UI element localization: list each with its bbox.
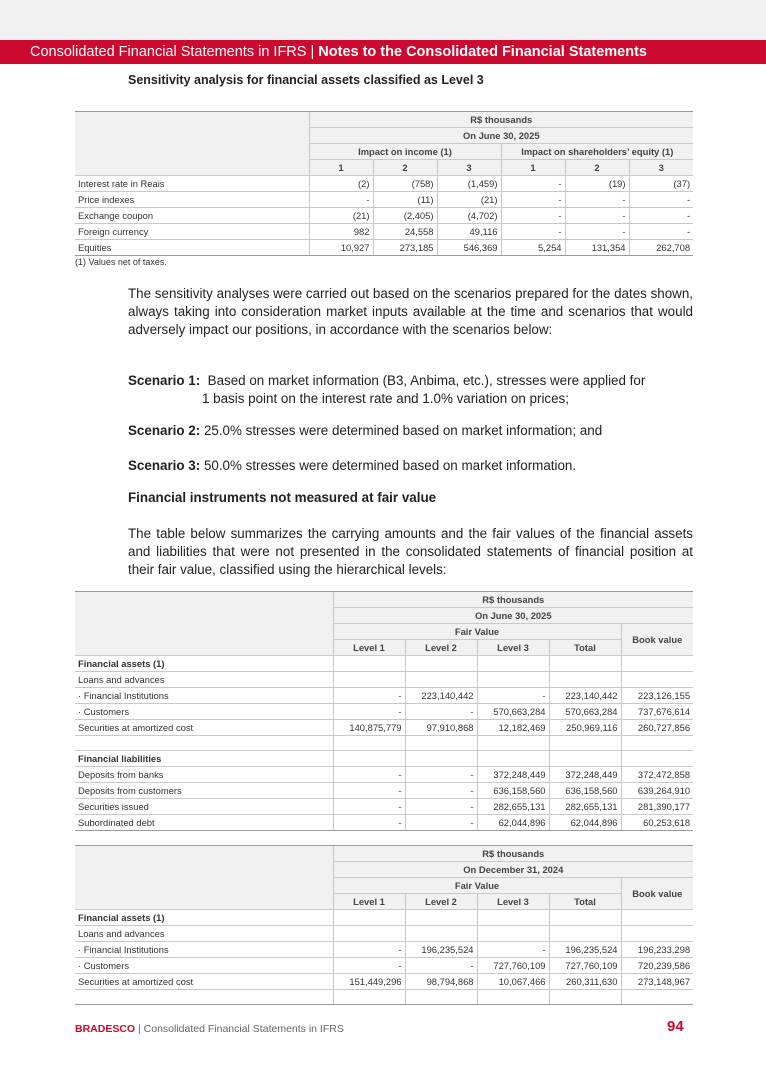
- cell: -: [309, 192, 373, 208]
- table-row: [75, 783, 693, 799]
- cell: 720,239,586: [621, 958, 693, 974]
- column-header: Level 2: [405, 640, 477, 656]
- fair-value-table-2024: [75, 845, 693, 1005]
- header-left: Consolidated Financial Statements in IFRS: [30, 44, 307, 60]
- cell: 62,044,896: [477, 815, 549, 831]
- cell: 273,148,967: [621, 974, 693, 990]
- row-label: Interest rate in Reais: [75, 176, 309, 192]
- footer: [75, 1023, 344, 1035]
- cell: -: [333, 815, 405, 831]
- paragraph-fair-value: The table below summarizes the carrying amounts and the fair values of the financial assets and liabilities that were not presented in the consolidated statements of financial position at their fair value, classified using the hierarchical levels:: [128, 526, 693, 577]
- cell: 546,369: [437, 240, 501, 256]
- cell: 982: [309, 224, 373, 240]
- row-label: Deposits from customers: [75, 783, 333, 799]
- equity-group-header: Impact on shareholders’ equity (1): [501, 144, 693, 160]
- book-value-header: Book value: [621, 878, 693, 910]
- row-label: · Financial Institutions: [75, 688, 333, 704]
- cell: -: [333, 958, 405, 974]
- cell: 372,248,449: [477, 767, 549, 783]
- cell: 570,663,284: [477, 704, 549, 720]
- cell: -: [501, 176, 565, 192]
- unit-label: R$ thousands: [309, 112, 693, 128]
- cell: 223,126,155: [621, 688, 693, 704]
- cell: 24,558: [373, 224, 437, 240]
- cell: 372,472,858: [621, 767, 693, 783]
- footer-text: Consolidated Financial Statements in IFRS: [143, 1023, 344, 1035]
- unit-label: R$ thousands: [333, 592, 693, 608]
- table-row: [75, 815, 693, 831]
- cell: 223,140,442: [549, 688, 621, 704]
- cell: 10,067,466: [477, 974, 549, 990]
- scenario-label: Scenario 3:: [128, 458, 201, 473]
- table-row: [75, 958, 693, 974]
- cell: -: [501, 208, 565, 224]
- cell: -: [501, 224, 565, 240]
- table-row: [75, 192, 693, 208]
- page-number: 94: [667, 1018, 684, 1035]
- row-label: Securities at amortized cost: [75, 720, 333, 736]
- column-header: Level 2: [405, 894, 477, 910]
- cell: (4,702): [437, 208, 501, 224]
- footer-separator: |: [135, 1023, 144, 1035]
- cell: -: [565, 224, 629, 240]
- row-label: · Customers: [75, 958, 333, 974]
- date-header: On June 30, 2025: [333, 608, 693, 624]
- table-row: [75, 688, 693, 704]
- row-label: · Customers: [75, 704, 333, 720]
- cell: -: [405, 815, 477, 831]
- subheading: Financial instruments not measured at fair value: [128, 490, 437, 505]
- cell: 281,390,177: [621, 799, 693, 815]
- cell: -: [333, 688, 405, 704]
- row-label: Price indexes: [75, 192, 309, 208]
- cell: 196,235,524: [549, 942, 621, 958]
- table-row: [75, 176, 693, 192]
- cell: -: [405, 958, 477, 974]
- header-right: Notes to the Consolidated Financial Statements: [318, 44, 647, 60]
- cell: (1,459): [437, 176, 501, 192]
- cell: -: [333, 767, 405, 783]
- cell: (37): [629, 176, 693, 192]
- cell: 273,185: [373, 240, 437, 256]
- cell: (21): [437, 192, 501, 208]
- scenario-1: [128, 372, 698, 408]
- cell: 140,875,779: [333, 720, 405, 736]
- cell: -: [333, 799, 405, 815]
- cell: -: [405, 799, 477, 815]
- scenario-text: 50.0% stresses were determined based on market information.: [203, 458, 577, 473]
- column-header: Level 3: [477, 640, 549, 656]
- scenario-header: 2: [373, 160, 437, 176]
- cell: -: [477, 688, 549, 704]
- fair-value-table-2025: [75, 591, 693, 831]
- table-row: [75, 224, 693, 240]
- table-row: [75, 767, 693, 783]
- cell: -: [501, 192, 565, 208]
- cell: -: [477, 942, 549, 958]
- row-label: Exchange coupon: [75, 208, 309, 224]
- loans-label: Loans and advances: [75, 926, 333, 942]
- cell: 62,044,896: [549, 815, 621, 831]
- column-header: Total: [549, 894, 621, 910]
- top-margin: [0, 0, 766, 40]
- cell: 250,969,116: [549, 720, 621, 736]
- loans-label: Loans and advances: [75, 672, 333, 688]
- cell: -: [333, 783, 405, 799]
- row-label: Foreign currency: [75, 224, 309, 240]
- cell: -: [405, 704, 477, 720]
- scenario-3: [128, 457, 698, 475]
- cell: 727,760,109: [477, 958, 549, 974]
- row-label: · Financial Institutions: [75, 942, 333, 958]
- fair-value-header: Fair Value: [333, 624, 621, 640]
- cell: 570,663,284: [549, 704, 621, 720]
- liabilities-heading: Financial liabilities: [75, 751, 333, 767]
- cell: 727,760,109: [549, 958, 621, 974]
- table-row: [75, 720, 693, 736]
- cell: 98,794,868: [405, 974, 477, 990]
- row-label: Securities at amortized cost: [75, 974, 333, 990]
- cell: 196,233,298: [621, 942, 693, 958]
- cell: 196,235,524: [405, 942, 477, 958]
- column-header: Level 1: [333, 640, 405, 656]
- cell: 60,253,618: [621, 815, 693, 831]
- cell: (19): [565, 176, 629, 192]
- cell: 636,158,560: [549, 783, 621, 799]
- cell: 151,449,296: [333, 974, 405, 990]
- cell: 5,254: [501, 240, 565, 256]
- cell: -: [405, 767, 477, 783]
- cell: -: [629, 224, 693, 240]
- cell: (758): [373, 176, 437, 192]
- table-row: [75, 208, 693, 224]
- cell: 10,927: [309, 240, 373, 256]
- row-label: Securities issued: [75, 799, 333, 815]
- assets-heading: Financial assets (1): [75, 656, 333, 672]
- date-header: On June 30, 2025: [309, 128, 693, 144]
- scenario-header: 3: [437, 160, 501, 176]
- scenario-header: 1: [501, 160, 565, 176]
- column-header: Level 1: [333, 894, 405, 910]
- scenario-label: Scenario 2:: [128, 423, 201, 438]
- fair-value-header: Fair Value: [333, 878, 621, 894]
- cell: 282,655,131: [549, 799, 621, 815]
- cell: -: [565, 192, 629, 208]
- cell: 49,116: [437, 224, 501, 240]
- cell: 372,248,449: [549, 767, 621, 783]
- cell: -: [629, 192, 693, 208]
- cell: -: [405, 783, 477, 799]
- cell: -: [333, 704, 405, 720]
- table-row: [75, 942, 693, 958]
- cell: 97,910,868: [405, 720, 477, 736]
- paragraph-sensitivity: The sensitivity analyses were carried out based on the scenarios prepared for the dates shown, always taking into consideration market inputs available at the time and scenarios that would adversely impact our positions, in accordance with the scenarios below:: [128, 286, 693, 337]
- column-header: Total: [549, 640, 621, 656]
- scenario-2: [128, 422, 698, 440]
- table-footnote: (1) Values net of taxes.: [75, 257, 167, 267]
- date-header: On December 31, 2024: [333, 862, 693, 878]
- table-row: [75, 799, 693, 815]
- cell: 636,158,560: [477, 783, 549, 799]
- table-row: [75, 974, 693, 990]
- cell: 223,140,442: [405, 688, 477, 704]
- cell: 12,182,469: [477, 720, 549, 736]
- scenario-header: 2: [565, 160, 629, 176]
- cell: 262,708: [629, 240, 693, 256]
- header-bar: [0, 40, 766, 64]
- table-row: [75, 704, 693, 720]
- assets-heading: Financial assets (1): [75, 910, 333, 926]
- scenario-header: 1: [309, 160, 373, 176]
- cell: 260,727,856: [621, 720, 693, 736]
- cell: 131,354: [565, 240, 629, 256]
- scenario-text-cont: 1 basis point on the interest rate and 1.0% variation on prices;: [202, 391, 569, 406]
- cell: -: [333, 942, 405, 958]
- column-header: Level 3: [477, 894, 549, 910]
- cell: (11): [373, 192, 437, 208]
- scenario-label: Scenario 1:: [128, 373, 201, 388]
- header-separator: |: [306, 44, 319, 60]
- sensitivity-table: [75, 111, 693, 256]
- cell: -: [565, 208, 629, 224]
- cell: -: [629, 208, 693, 224]
- cell: (2): [309, 176, 373, 192]
- cell: 282,655,131: [477, 799, 549, 815]
- scenario-text: 25.0% stresses were determined based on market information; and: [203, 423, 603, 438]
- scenario-header: 3: [629, 160, 693, 176]
- cell: 260,311,630: [549, 974, 621, 990]
- cell: 737,676,614: [621, 704, 693, 720]
- footer-brand: BRADESCO: [75, 1023, 136, 1035]
- table-row: [75, 240, 693, 256]
- row-label: Equities: [75, 240, 309, 256]
- income-group-header: Impact on income (1): [309, 144, 501, 160]
- scenario-text: Based on market information (B3, Anbima, etc.), stresses were applied for: [207, 373, 646, 388]
- unit-label: R$ thousands: [333, 846, 693, 862]
- section-title: Sensitivity analysis for financial assets classified as Level 3: [128, 73, 484, 87]
- row-label: Deposits from banks: [75, 767, 333, 783]
- row-label: Subordinated debt: [75, 815, 333, 831]
- cell: (2,405): [373, 208, 437, 224]
- book-value-header: Book value: [621, 624, 693, 656]
- cell: (21): [309, 208, 373, 224]
- cell: 639,264,910: [621, 783, 693, 799]
